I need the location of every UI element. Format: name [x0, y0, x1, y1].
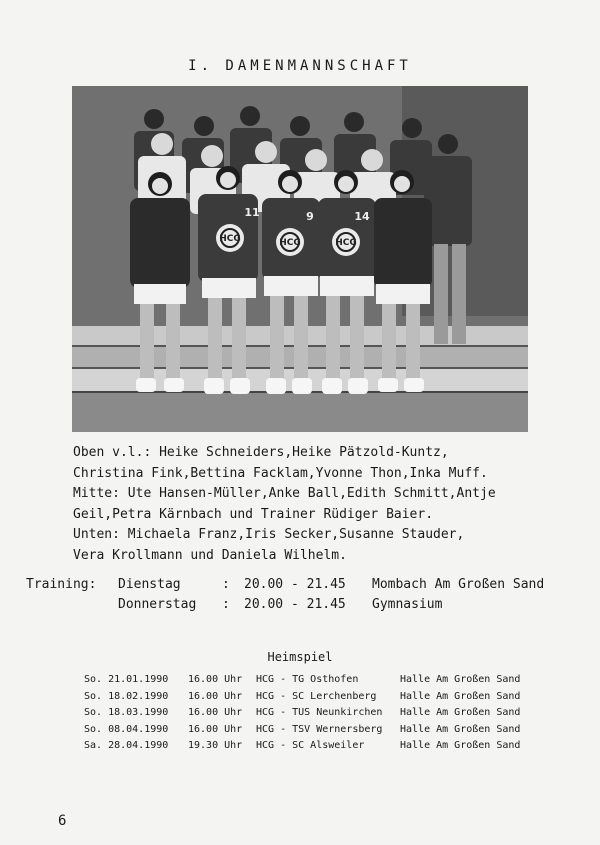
game-match: HCG - SC Lerchenberg: [256, 690, 377, 702]
jersey-number: 9: [306, 210, 314, 223]
game-venue: Halle Am Großen Sand: [400, 723, 521, 735]
game-match: HCG - TG Osthofen: [256, 674, 359, 685]
caption-line: Vera Krollmann und Daniela Wilhelm.: [73, 547, 347, 563]
photo-caption: [73, 443, 573, 566]
game-venue: Halle Am Großen Sand: [400, 740, 521, 751]
game-date: So. 08.04.1990: [84, 723, 169, 735]
team-photo: [72, 86, 528, 432]
training-separator: :: [222, 597, 230, 612]
training-place: Mombach Am Großen Sand: [372, 577, 545, 592]
game-date: So. 18.03.1990: [84, 707, 169, 718]
training-day: Donnerstag: [118, 597, 197, 612]
jersey-letters: HCG: [219, 234, 241, 244]
caption-line: Geil,Petra Kärnbach und Trainer Rüdiger Baier.: [73, 506, 434, 522]
game-time: 16.00 Uhr: [188, 690, 243, 702]
game-time: 16.00 Uhr: [188, 723, 243, 735]
jersey-letters: HCG: [279, 238, 301, 248]
caption-line: Mitte: Ute Hansen-Müller,Anke Ball,Edith Schmitt,Antje: [73, 486, 496, 501]
caption-line: Unten: Michaela Franz,Iris Secker,Susanne Stauder,: [73, 527, 465, 542]
game-time: 19.30 Uhr: [188, 740, 243, 751]
jersey-letters: HCG: [335, 238, 357, 248]
page-title: I. DAMENMANNSCHAFT: [188, 58, 412, 74]
jersey-number: 11: [244, 206, 260, 219]
heimspiel-heading: Heimspiel: [267, 650, 333, 664]
game-time: 16.00 Uhr: [188, 707, 243, 718]
game-venue: Halle Am Großen Sand: [400, 690, 521, 702]
game-date: So. 21.01.1990: [84, 674, 169, 685]
game-match: HCG - TSV Wernersberg: [256, 723, 383, 735]
game-match: HCG - SC Alsweiler: [256, 740, 365, 751]
training-time: 20.00 - 21.45: [244, 577, 346, 592]
training-place: Gymnasium: [372, 597, 443, 612]
game-venue: Halle Am Großen Sand: [400, 674, 521, 685]
game-date: Sa. 28.04.1990: [84, 740, 169, 751]
training-time: 20.00 - 21.45: [244, 597, 346, 612]
game-time: 16.00 Uhr: [188, 674, 243, 685]
game-venue: Halle Am Großen Sand: [400, 707, 521, 718]
training-day: Dienstag: [118, 577, 181, 592]
caption-line: Oben v.l.: Heike Schneiders,Heike Pätzold-Kuntz,: [73, 445, 449, 460]
caption-line: Christina Fink,Bettina Facklam,Yvonne Thon,Inka Muff.: [73, 465, 488, 481]
game-date: So. 18.02.1990: [84, 690, 169, 702]
jersey-number: 14: [354, 210, 370, 223]
page-number: 6: [58, 813, 67, 829]
game-match: HCG - TUS Neunkirchen: [256, 707, 383, 718]
team-photo-image: [72, 86, 528, 432]
training-label: Training:: [26, 577, 97, 592]
training-separator: :: [222, 577, 230, 592]
